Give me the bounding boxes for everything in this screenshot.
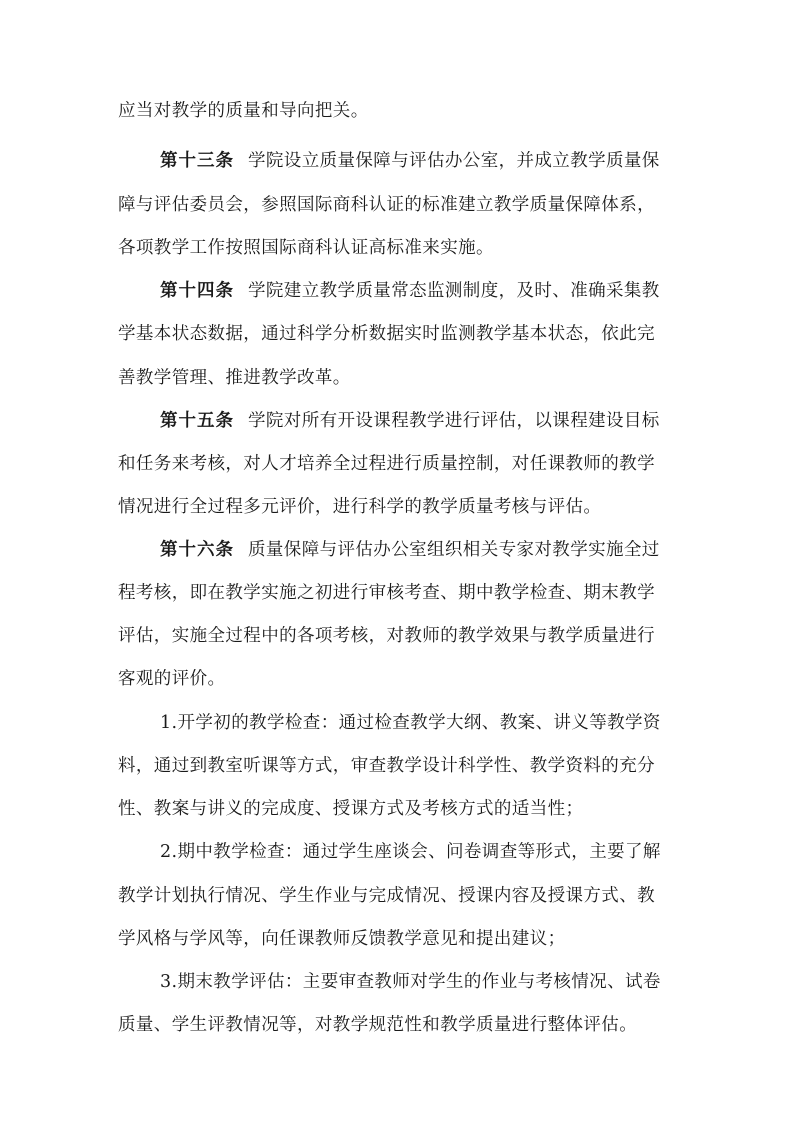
item-2-first-line: 2.期中教学检查：通过学生座谈会、问卷调查等形式，主要了解 bbox=[160, 842, 661, 862]
article-16-first-line bbox=[160, 538, 660, 562]
intro-line: 应当对教学的质量和导向把关。 bbox=[118, 101, 369, 121]
article-16-line: 评估，实施全过程中的各项考核，对教师的教学效果与教学质量进行 bbox=[118, 626, 655, 646]
article-14-line: 善教学管理、推进教学改革。 bbox=[118, 368, 351, 388]
article-15-line: 情况进行全过程多元评价，进行科学的教学质量考核与评估。 bbox=[118, 497, 602, 517]
article-13-first-line bbox=[160, 149, 660, 173]
item-1-line: 料，通过到教室听课等方式，审查教学设计科学性、教学资料的充分 bbox=[118, 756, 655, 776]
item-1-first-line: 1.开学初的教学检查：通过检查教学大纲、教案、讲义等教学资 bbox=[160, 713, 661, 733]
item-2-line: 学风格与学风等，向任课教师反馈教学意见和提出建议； bbox=[118, 929, 566, 949]
article-15-text: 学院对所有开设课程教学进行评估，以课程建设目标 bbox=[248, 411, 660, 431]
article-16-line: 程考核，即在教学实施之初进行审核考查、期中教学检查、期末教学 bbox=[118, 583, 655, 603]
article-14-first-line bbox=[160, 279, 660, 303]
item-1-line: 性、教案与讲义的完成度、授课方式及考核方式的适当性； bbox=[118, 799, 584, 819]
item-2-line: 教学计划执行情况、学生作业与完成情况、授课内容及授课方式、教 bbox=[118, 886, 655, 906]
article-15-line: 和任务来考核，对人才培养全过程进行质量控制，对任课教师的教学 bbox=[118, 454, 655, 474]
article-16-text: 质量保障与评估办公室组织相关专家对教学实施全过 bbox=[248, 540, 660, 560]
article-13-heading: 第十三条 bbox=[160, 151, 234, 171]
article-15-first-line bbox=[160, 409, 660, 433]
article-15-heading: 第十五条 bbox=[160, 411, 234, 431]
article-13-line: 障与评估委员会，参照国际商科认证的标准建立教学质量保障体系， bbox=[118, 195, 655, 215]
article-14-line: 学基本状态数据，通过科学分析数据实时监测教学基本状态，依此完 bbox=[118, 324, 655, 344]
item-3-line: 质量、学生评教情况等，对教学规范性和教学质量进行整体评估。 bbox=[118, 1015, 638, 1035]
article-14-heading: 第十四条 bbox=[160, 281, 234, 301]
article-16-heading: 第十六条 bbox=[160, 540, 234, 560]
article-13-line: 各项教学工作按照国际商科认证高标准来实施。 bbox=[118, 238, 494, 258]
article-16-line: 客观的评价。 bbox=[118, 669, 226, 689]
article-14-text: 学院建立教学质量常态监测制度，及时、准确采集教 bbox=[248, 281, 660, 301]
article-13-text: 学院设立质量保障与评估办公室，并成立教学质量保 bbox=[248, 151, 660, 171]
item-3-first-line: 3.期末教学评估：主要审查教师对学生的作业与考核情况、试卷 bbox=[160, 972, 661, 992]
